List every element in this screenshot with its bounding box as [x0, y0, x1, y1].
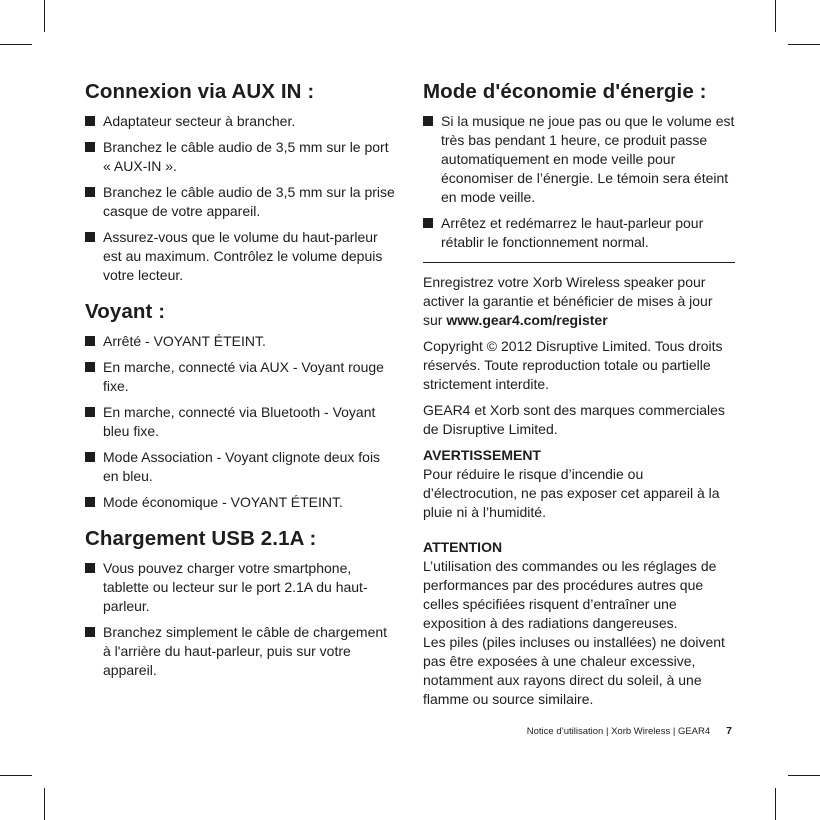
- aux-list: [85, 112, 397, 285]
- list-item: Arrêtez et redémarrez le haut-parleur pour rétablir le fonctionnement normal.: [423, 214, 735, 252]
- page-footer: [527, 725, 732, 738]
- voyant-section: [85, 300, 397, 512]
- crop-mark: [775, 0, 776, 32]
- energy-list: [423, 112, 735, 252]
- usb-section: [85, 527, 397, 680]
- crop-mark: [788, 775, 820, 776]
- attention-heading: ATTENTION: [423, 539, 503, 555]
- warning-text: Pour réduire le risque d’incendie ou d’électrocution, ne pas exposer cet appareil à la pluie ni à l’humidité.: [423, 466, 720, 520]
- energy-title: Mode d'économie d'énergie :: [423, 80, 707, 103]
- register-body: Enregistrez votre Xorb Wireless speaker pour activer la garantie et bénéficier de mises à jour sur: [423, 274, 713, 328]
- left-column: [85, 80, 397, 680]
- list-item: Assurez-vous que le volume du haut-parleur est au maximum. Contrôlez le volume depuis votre lecteur.: [85, 228, 397, 285]
- crop-mark: [775, 788, 776, 820]
- crop-mark: [0, 44, 32, 45]
- crop-mark: [44, 788, 45, 820]
- list-item: Si la musique ne joue pas ou que le volume est très bas pendant 1 heure, ce produit passe automatiquement en mode veille pour économiser de l’énergie. Le témoin sera éteint en mode veille.: [423, 112, 735, 207]
- footer-text: Notice d’utilisation | Xorb Wireless | GEAR4: [526, 726, 711, 737]
- warning-heading: AVERTISSEMENT: [423, 447, 541, 463]
- list-item: Branchez le câble audio de 3,5 mm sur la prise casque de votre appareil.: [85, 183, 397, 221]
- list-item: Branchez le câble audio de 3,5 mm sur le port « AUX-IN ».: [85, 138, 397, 176]
- attention-text-2: Les piles (piles incluses ou installées) ne doivent pas être exposées à une chaleur excessive, notamment aux rayons direct du soleil, à une flamme ou source similaire.: [423, 634, 725, 707]
- warning-title: [423, 446, 735, 465]
- section-divider: [423, 262, 735, 263]
- register-link[interactable]: www.gear4.com/register: [446, 312, 608, 328]
- crop-mark: [788, 44, 820, 45]
- voyant-title: Voyant :: [85, 300, 166, 323]
- crop-mark: [44, 0, 45, 32]
- usb-list: [85, 559, 397, 680]
- aux-title: Connexion via AUX IN :: [85, 80, 315, 103]
- copyright-text: Copyright © 2012 Disruptive Limited. Tous droits réservés. Toute reproduction totale ou partielle strictement interdite.: [423, 338, 723, 392]
- aux-section: [85, 80, 397, 285]
- trademark-text: GEAR4 et Xorb sont des marques commerciales de Disruptive Limited.: [423, 402, 725, 437]
- voyant-list: [85, 332, 397, 512]
- crop-mark: [0, 775, 32, 776]
- energy-section: [423, 80, 735, 252]
- list-item: Mode Association - Voyant clignote deux fois en bleu.: [85, 448, 397, 486]
- attention-title: [423, 538, 735, 557]
- usb-title: Chargement USB 2.1A :: [85, 527, 317, 550]
- list-item: Branchez simplement le câble de chargement à l'arrière du haut-parleur, puis sur votre appareil.: [85, 623, 397, 680]
- list-item: Arrêté - VOYANT ÉTEINT.: [85, 332, 397, 351]
- list-item: En marche, connecté via Bluetooth - Voyant bleu fixe.: [85, 403, 397, 441]
- attention-text-1: L’utilisation des commandes ou les réglages de performances par des procédures autres que celles spécifiées risquent d’entraîner une exposition à des radiations dangereuses.: [423, 558, 717, 631]
- list-item: En marche, connecté via AUX - Voyant rouge fixe.: [85, 358, 397, 396]
- list-item: Vous pouvez charger votre smartphone, tablette ou lecteur sur le port 2.1A du haut-parleur.: [85, 559, 397, 616]
- list-item: Mode économique - VOYANT ÉTEINT.: [85, 493, 397, 512]
- register-text: [423, 273, 735, 330]
- list-item: Adaptateur secteur à brancher.: [85, 112, 397, 131]
- right-column: [423, 80, 735, 709]
- page-number: 7: [726, 725, 732, 737]
